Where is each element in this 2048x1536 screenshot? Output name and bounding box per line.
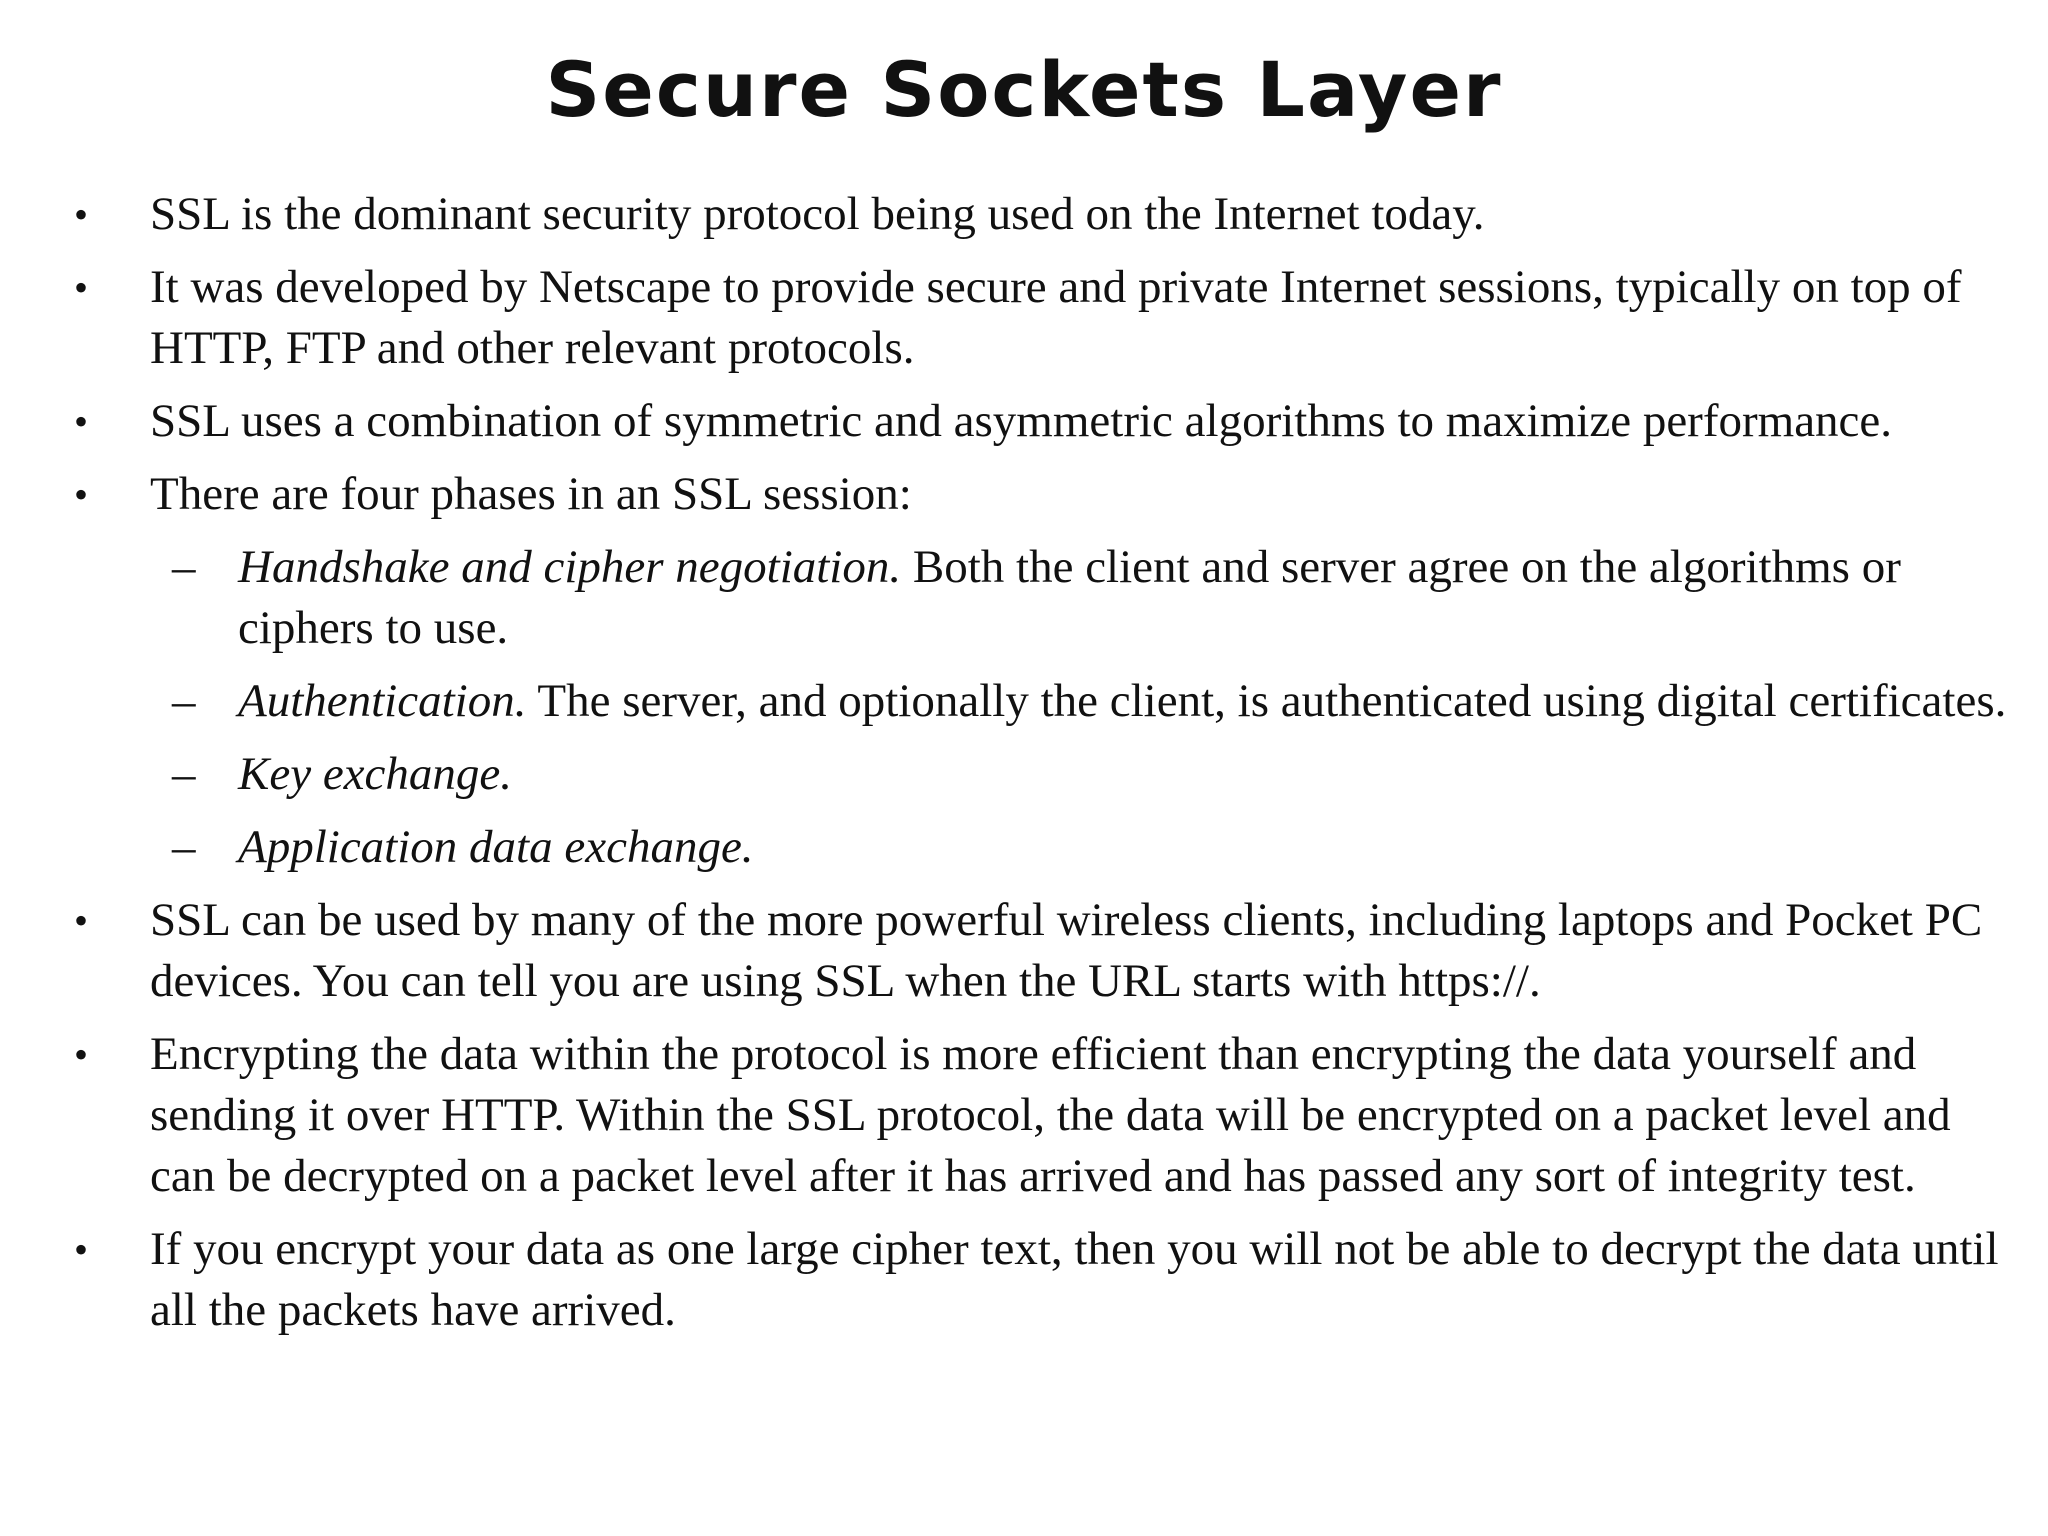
bullet-text: It was developed by Netscape to provide secure and private Internet sessions, typically on top of HTTP, FTP and other relevant protocols.	[150, 261, 1962, 374]
sub-bullet-item	[60, 817, 2020, 878]
bullet-list	[60, 184, 2020, 1353]
phase-term: Application data exchange.	[238, 821, 754, 873]
bullet-marker: •	[74, 898, 89, 943]
bullet-item	[60, 184, 2020, 245]
bullet-marker: •	[74, 265, 89, 310]
bullet-text: There are four phases in an SSL session:	[150, 468, 912, 520]
phase-term: Authentication.	[238, 675, 527, 727]
bullet-item	[60, 391, 2020, 452]
sub-bullet-text	[238, 744, 2020, 805]
bullet-text: SSL is the dominant security protocol being used on the Internet today.	[150, 188, 1485, 240]
sub-bullet-item	[60, 671, 2020, 732]
sub-bullet-text	[238, 817, 2020, 878]
bullet-marker: •	[74, 192, 89, 237]
bullet-item	[60, 890, 2020, 1012]
bullet-text: SSL uses a combination of symmetric and asymmetric algorithms to maximize performance.	[150, 395, 1893, 447]
bullet-text: If you encrypt your data as one large cipher text, then you will not be able to decrypt the data until all the packets have arrived.	[150, 1223, 1999, 1336]
slide-title: Secure Sockets Layer	[545, 45, 1503, 134]
bullet-text: SSL can be used by many of the more powerful wireless clients, including laptops and Pocket PC devices. You can tell you are using SSL when the URL starts with https://.	[150, 894, 1983, 1007]
bullet-item	[60, 464, 2020, 525]
sub-bullet-text	[238, 671, 2020, 732]
phase-description: The server, and optionally the client, is authenticated using digital certificates.	[526, 675, 2007, 727]
bullet-marker: •	[74, 472, 89, 517]
bullet-item	[60, 1219, 2020, 1341]
bullet-marker: •	[74, 1032, 89, 1077]
dash-marker: –	[172, 748, 196, 800]
sub-bullet-item	[60, 744, 2020, 805]
phase-term: Handshake and cipher negotiation.	[238, 541, 902, 593]
bullet-text: Encrypting the data within the protocol is more efficient than encrypting the data yourself and sending it over HTTP. Within the SSL protocol, the data will be encrypted on a packet level and can be decrypted on a packet level after it has arrived and has passed any sort of integrity test.	[150, 1028, 1951, 1202]
bullet-item	[60, 1024, 2020, 1207]
dash-marker: –	[172, 821, 196, 873]
dash-marker: –	[172, 541, 196, 593]
bullet-marker: •	[74, 399, 89, 444]
bullet-marker: •	[74, 1227, 89, 1272]
phase-description: Both the client and server agree on the algorithms or ciphers to use.	[238, 541, 1901, 654]
sub-bullet-text	[238, 537, 2020, 659]
phase-term: Key exchange.	[238, 748, 513, 800]
sub-bullet-item	[60, 537, 2020, 659]
dash-marker: –	[172, 675, 196, 727]
bullet-item	[60, 257, 2020, 379]
